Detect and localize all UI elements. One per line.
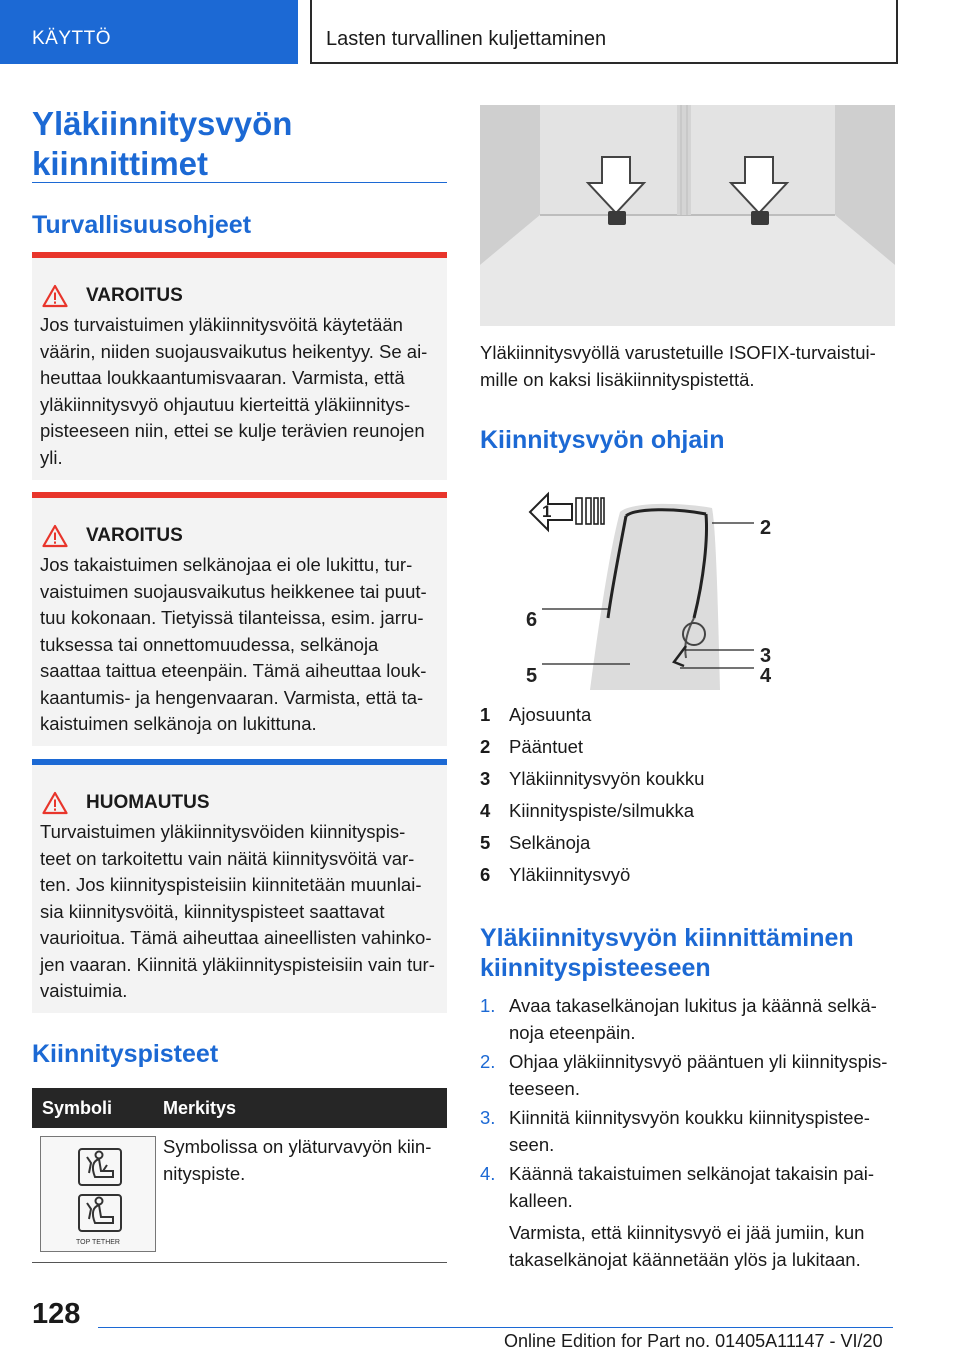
section-tab — [0, 0, 298, 64]
text-line: yläkiinnitysvyö ohjautuu kierteittä yläkiinnitys- — [40, 393, 411, 415]
col-symbol: Symboli — [42, 1098, 113, 1118]
text-line: Ohjaa yläkiinnitysvyö pääntuen yli kiinnityspis- — [509, 1051, 888, 1072]
legend-num: 3 — [480, 768, 491, 789]
attach-heading — [480, 923, 854, 983]
step-number: 1. — [480, 995, 496, 1016]
callout-3: 3 — [760, 645, 772, 667]
notice-title — [42, 791, 210, 815]
chapter-bar — [310, 0, 898, 64]
text-line: kalleen. — [509, 1189, 573, 1211]
warning-bar — [32, 252, 447, 258]
callout-6: 6 — [526, 609, 538, 631]
text-line: Kiinnitä kiinnitysvyön koukku kiinnityspistee- — [509, 1107, 870, 1128]
edition-text: Online Edition for Part no. 01405A11147 - VI/20 — [504, 1331, 883, 1351]
warning-box-1 — [32, 252, 447, 480]
legend-text: Kiinnityspiste/silmukka — [509, 800, 695, 821]
table-row — [32, 1128, 447, 1263]
meaning-text — [163, 1134, 443, 1187]
text-line: Yläkiinnitysvyöllä varustetuille ISOFIX-turvaistui- — [480, 342, 876, 363]
legend-text: Ajosuunta — [509, 704, 592, 725]
notice-triangle-icon — [42, 791, 68, 815]
legend-text: Selkänoja — [509, 832, 591, 853]
warning-text — [40, 552, 442, 738]
text-line: yli. — [40, 446, 63, 468]
text-line: ten. Jos kiinnityspisteisiin kiinnitetään muunlai- — [40, 874, 422, 895]
notice-box — [32, 759, 447, 1013]
warning-triangle-icon — [42, 524, 68, 548]
text-line: pisteeseen niin, ettei se kulje terävien reunojen — [40, 420, 425, 441]
warning-triangle-icon — [42, 284, 68, 308]
belt-guide-diagram — [480, 468, 895, 690]
anchor-points-photo — [480, 105, 895, 326]
notice-label: HUOMAUTUS — [86, 792, 210, 813]
footer-divider — [98, 1327, 893, 1328]
text-line: sia kiinnitysvöitä, kiinnityspisteet saattavat — [40, 900, 385, 922]
text-line: Käännä takaistuimen selkänojat takaisin pai- — [509, 1163, 875, 1184]
legend-text: Yläkiinnitysvyö — [509, 864, 631, 885]
warning-title — [42, 284, 183, 308]
points-heading: Kiinnityspisteet — [32, 1040, 219, 1068]
text-line: Symbolissa on yläturvavyön kiin- — [163, 1136, 432, 1157]
callout-5: 5 — [526, 665, 538, 687]
safety-heading: Turvallisuusohjeet — [32, 211, 252, 239]
text-line: väärin, niiden suojausvaikutus heikentyy. Se ai- — [40, 340, 428, 362]
text-line: noja eteenpäin. — [509, 1021, 636, 1043]
heading-line: kiinnityspisteeseen — [480, 954, 711, 982]
page-title: Yläkiinnitysvyön kiinnittimet — [32, 105, 293, 182]
title-divider — [32, 182, 447, 183]
text-line: Avaa takaselkänojan lukitus ja käännä selkä- — [509, 995, 877, 1016]
legend-num: 6 — [480, 864, 491, 885]
text-line: tuksessa tai onnettomuudessa, selkänoja — [40, 633, 379, 655]
legend-text: Pääntuet — [509, 736, 584, 757]
legend-num: 2 — [480, 736, 491, 757]
warning-text — [40, 312, 442, 471]
page-number: 128 — [32, 1298, 81, 1330]
text-line: Turvaistuimen yläkiinnitysvöiden kiinnityspis- — [40, 821, 406, 842]
warning-label: VAROITUS — [86, 285, 183, 306]
warning-bar — [32, 492, 447, 498]
text-line: Jos turvaistuimen yläkiinnitysvöitä käytetään — [40, 314, 403, 335]
warning-title — [42, 524, 183, 548]
text-line: tuu kokonaan. Tietyissä tilanteissa, esim. jarru- — [40, 607, 424, 628]
step-number: 3. — [480, 1107, 496, 1128]
legend-text: Yläkiinnitysvyön koukku — [509, 768, 705, 789]
legend-num: 1 — [480, 704, 491, 725]
text-line: Jos takaistuimen selkänojaa ei ole lukittu, tur- — [40, 554, 413, 575]
notice-bar — [32, 759, 447, 765]
legend-num: 4 — [480, 800, 491, 821]
guide-heading: Kiinnitysvyön ohjain — [480, 426, 725, 454]
step-number: 4. — [480, 1163, 496, 1184]
symbol-caption: TOP TETHER — [76, 1239, 120, 1246]
text-line: takaselkänojat käännetään ylös ja lukitaan. — [509, 1248, 861, 1270]
top-tether-symbol — [40, 1136, 156, 1252]
text-line: vaistuimen suojausvaikutus heikkenee tai puut- — [40, 580, 427, 602]
text-line: seen. — [509, 1133, 555, 1155]
text-line: vaurioitua. Tämä aiheuttaa aineellisten vahinko- — [40, 927, 432, 948]
photo-caption — [480, 340, 895, 393]
callout-2: 2 — [760, 517, 772, 539]
text-line: heuttaa loukkaantumisvaaran. Varmista, että — [40, 367, 405, 388]
col-meaning: Merkitys — [163, 1098, 237, 1118]
text-line: jen vaaran. Kiinnitä yläkiinnityspisteisiin vain tur- — [40, 953, 435, 975]
callout-4: 4 — [760, 665, 772, 687]
chapter-label: Lasten turvallinen kuljettaminen — [326, 28, 607, 50]
text-line: mille on kaksi lisäkiinnityspistettä. — [480, 368, 755, 390]
legend-num: 5 — [480, 832, 491, 853]
warning-box-2 — [32, 492, 447, 746]
text-line: teeseen. — [509, 1077, 580, 1099]
text-line: nityspiste. — [163, 1162, 246, 1184]
text-line: saattaa taittua eteenpäin. Tämä aiheuttaa louk- — [40, 660, 427, 681]
heading-line: Yläkiinnitysvyön kiinnittäminen — [480, 924, 854, 952]
notice-text — [40, 819, 442, 1005]
warning-label: VAROITUS — [86, 525, 183, 546]
table-header — [32, 1088, 447, 1128]
child-seat-icon — [41, 1137, 155, 1251]
text-line: kaantumis- ja hengenvaaran. Varmista, että ta- — [40, 686, 424, 708]
text-line: teet on tarkoitettu vain näitä kiinnitysvöitä var- — [40, 847, 415, 869]
section-label: KÄYTTÖ — [32, 28, 112, 49]
text-line: kaistuimen selkänoja on lukittuna. — [40, 713, 317, 734]
text-line: Varmista, että kiinnitysvyö ei jää jumiin, kun — [509, 1222, 865, 1243]
step-number: 2. — [480, 1051, 496, 1072]
callout-1: 1 — [542, 502, 552, 521]
text-line: vaistuimia. — [40, 980, 128, 1001]
